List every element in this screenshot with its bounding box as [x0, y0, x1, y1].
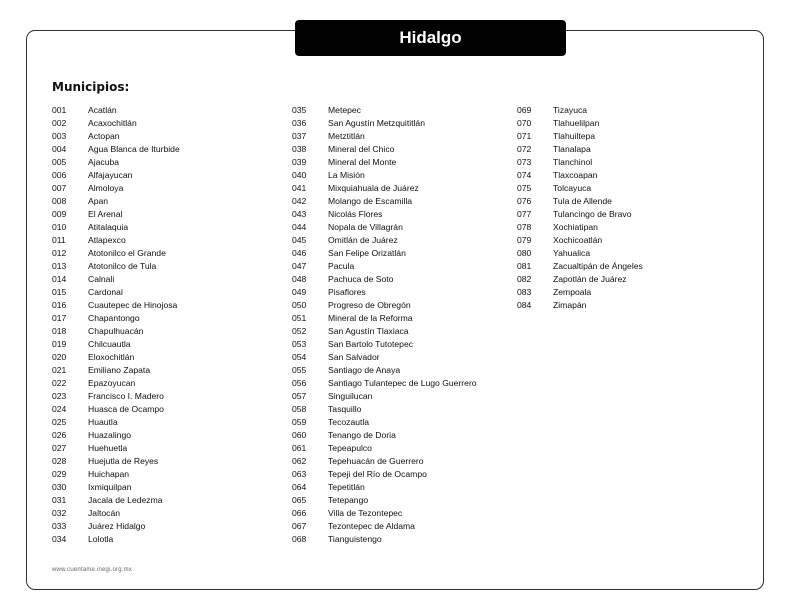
list-item — [292, 130, 477, 143]
municipio-name: Nicolás Flores — [328, 209, 383, 219]
municipio-code: 017 — [52, 313, 67, 323]
municipio-name: Tlahuiltepa — [553, 131, 596, 141]
municipio-name: Cardonal — [88, 287, 123, 297]
list-item — [52, 481, 180, 494]
municipio-name: Tasquillo — [328, 404, 362, 414]
municipio-code: 081 — [517, 261, 532, 271]
municipio-name: Alfajayucan — [88, 170, 133, 180]
municipio-name: Atotonilco de Tula — [88, 261, 157, 271]
list-item — [292, 182, 477, 195]
municipio-code: 078 — [517, 222, 532, 232]
municipio-name: Emiliano Zapata — [88, 365, 151, 375]
list-item — [292, 507, 477, 520]
municipio-name: Atitalaquia — [88, 222, 129, 232]
municipio-name: Huazalingo — [88, 430, 131, 440]
municipio-name: Zacualtipán de Ángeles — [553, 261, 643, 271]
list-item — [292, 364, 477, 377]
list-item — [292, 221, 477, 234]
municipio-column-1 — [52, 104, 180, 546]
list-item — [292, 481, 477, 494]
list-item — [52, 286, 180, 299]
municipio-code: 004 — [52, 144, 67, 154]
municipio-code: 080 — [517, 248, 532, 258]
list-item — [292, 494, 477, 507]
list-item — [52, 117, 180, 130]
municipio-code: 060 — [292, 430, 307, 440]
list-item — [517, 143, 643, 156]
list-item — [52, 169, 180, 182]
municipio-name: Metepec — [328, 105, 361, 115]
municipio-name: Mixquiahuala de Juárez — [328, 183, 419, 193]
municipio-name: San Agustín Metzquititlán — [328, 118, 425, 128]
municipio-code: 047 — [292, 261, 307, 271]
footer-url: www.cuentame.inegi.org.mx — [52, 567, 133, 573]
municipio-code: 083 — [517, 287, 532, 297]
list-item — [52, 273, 180, 286]
municipio-name: Epazoyucan — [88, 378, 136, 388]
list-item — [517, 273, 643, 286]
municipio-name: Huasca de Ocampo — [88, 404, 164, 414]
list-item — [517, 247, 643, 260]
list-item — [292, 260, 477, 273]
list-item — [52, 416, 180, 429]
list-item — [52, 377, 180, 390]
list-item — [52, 247, 180, 260]
municipio-name: Juárez Hidalgo — [88, 521, 146, 531]
list-item — [292, 455, 477, 468]
municipio-code: 016 — [52, 300, 67, 310]
list-item — [52, 104, 180, 117]
municipio-name: Tlahuelilpan — [553, 118, 600, 128]
list-item — [292, 390, 477, 403]
list-item — [292, 104, 477, 117]
municipio-name: Ixmiquilpan — [88, 482, 132, 492]
municipio-code: 014 — [52, 274, 67, 284]
list-item — [517, 260, 643, 273]
municipio-name: Eloxochitlán — [88, 352, 135, 362]
list-item — [52, 325, 180, 338]
municipio-name: Mineral del Chico — [328, 144, 395, 154]
section-label: Municipios: — [52, 80, 130, 94]
municipio-code: 029 — [52, 469, 67, 479]
municipio-code: 064 — [292, 482, 307, 492]
list-item — [52, 494, 180, 507]
municipio-code: 037 — [292, 131, 307, 141]
municipio-code: 051 — [292, 313, 307, 323]
municipio-name: Zempoala — [553, 287, 592, 297]
municipio-name: Progreso de Obregón — [328, 300, 411, 310]
municipio-name: Tlanalapa — [553, 144, 591, 154]
municipio-name: Agua Blanca de Iturbide — [88, 144, 180, 154]
municipio-code: 050 — [292, 300, 307, 310]
municipio-name: Actopan — [88, 131, 120, 141]
municipio-code: 076 — [517, 196, 532, 206]
municipio-code: 071 — [517, 131, 532, 141]
municipio-code: 002 — [52, 118, 67, 128]
list-item — [292, 520, 477, 533]
municipio-name: Tetepango — [328, 495, 369, 505]
list-item — [52, 351, 180, 364]
municipio-code: 043 — [292, 209, 307, 219]
municipio-code: 084 — [517, 300, 532, 310]
municipio-name: Jacala de Ledezma — [88, 495, 163, 505]
municipio-code: 040 — [292, 170, 307, 180]
municipio-code: 023 — [52, 391, 67, 401]
list-item — [52, 338, 180, 351]
list-item — [517, 234, 643, 247]
list-item — [292, 143, 477, 156]
municipio-name: Tizayuca — [553, 105, 588, 115]
municipio-code: 022 — [52, 378, 67, 388]
list-item — [292, 247, 477, 260]
list-item — [52, 195, 180, 208]
municipio-code: 009 — [52, 209, 67, 219]
list-item — [292, 533, 477, 546]
municipio-code: 062 — [292, 456, 307, 466]
municipio-code: 005 — [52, 157, 67, 167]
list-item — [52, 429, 180, 442]
list-item — [52, 143, 180, 156]
municipio-name: Nopala de Villagrán — [328, 222, 403, 232]
municipio-name: Pachuca de Soto — [328, 274, 394, 284]
municipio-name: Lolotla — [88, 534, 114, 544]
municipio-code: 018 — [52, 326, 67, 336]
municipio-code: 038 — [292, 144, 307, 154]
municipio-code: 048 — [292, 274, 307, 284]
municipio-name: Tezontepec de Aldama — [328, 521, 415, 531]
municipio-name: Atotonilco el Grande — [88, 248, 166, 258]
municipio-code: 077 — [517, 209, 532, 219]
municipio-code: 003 — [52, 131, 67, 141]
list-item — [517, 208, 643, 221]
municipio-name: Chapantongo — [88, 313, 140, 323]
list-item — [52, 182, 180, 195]
municipio-code: 068 — [292, 534, 307, 544]
municipio-name: Mineral de la Reforma — [328, 313, 413, 323]
municipio-column-2 — [292, 104, 477, 546]
municipio-name: Jaltocán — [88, 508, 121, 518]
list-item — [517, 286, 643, 299]
list-item — [52, 442, 180, 455]
municipio-code: 041 — [292, 183, 307, 193]
list-item — [292, 117, 477, 130]
municipio-name: Francisco I. Madero — [88, 391, 164, 401]
municipio-name: San Felipe Orizatlán — [328, 248, 406, 258]
list-item — [517, 117, 643, 130]
municipio-code: 057 — [292, 391, 307, 401]
municipio-code: 036 — [292, 118, 307, 128]
list-item — [517, 104, 643, 117]
list-item — [52, 468, 180, 481]
municipio-code: 072 — [517, 144, 532, 154]
list-item — [517, 195, 643, 208]
municipio-name: Zapotlán de Juárez — [553, 274, 627, 284]
municipio-name: Xochiatipan — [553, 222, 598, 232]
municipio-code: 025 — [52, 417, 67, 427]
municipio-name: Huehuetla — [88, 443, 128, 453]
municipio-code: 010 — [52, 222, 67, 232]
municipio-code: 079 — [517, 235, 532, 245]
list-item — [292, 338, 477, 351]
municipio-name: Tepetitlán — [328, 482, 365, 492]
list-item — [292, 169, 477, 182]
municipio-code: 082 — [517, 274, 532, 284]
municipio-name: Tolcayuca — [553, 183, 592, 193]
municipio-code: 063 — [292, 469, 307, 479]
municipio-code: 039 — [292, 157, 307, 167]
municipio-code: 042 — [292, 196, 307, 206]
municipio-code: 030 — [52, 482, 67, 492]
municipio-name: Acatlán — [88, 105, 117, 115]
municipio-column-3 — [517, 104, 643, 312]
municipio-code: 024 — [52, 404, 67, 414]
list-item — [52, 312, 180, 325]
municipio-name: Tepehuacán de Guerrero — [328, 456, 424, 466]
municipio-name: Tianguistengo — [328, 534, 382, 544]
list-item — [52, 130, 180, 143]
municipio-name: Apan — [88, 196, 109, 206]
municipio-name: Xochicoatlán — [553, 235, 603, 245]
municipio-name: Zimapán — [553, 300, 587, 310]
list-item — [292, 325, 477, 338]
list-item — [517, 182, 643, 195]
municipio-code: 059 — [292, 417, 307, 427]
list-item — [292, 299, 477, 312]
list-item — [292, 403, 477, 416]
municipio-name: Tenango de Doria — [328, 430, 396, 440]
list-item — [292, 468, 477, 481]
municipio-code: 019 — [52, 339, 67, 349]
list-item — [517, 130, 643, 143]
municipio-name: Huautla — [88, 417, 118, 427]
list-item — [517, 221, 643, 234]
municipio-name: Santiago de Anaya — [328, 365, 401, 375]
municipio-name: Tula de Allende — [553, 196, 612, 206]
list-item — [52, 260, 180, 273]
list-item — [292, 273, 477, 286]
municipio-code: 049 — [292, 287, 307, 297]
municipio-code: 058 — [292, 404, 307, 414]
title-tab — [295, 20, 566, 56]
municipio-name: Tulancingo de Bravo — [553, 209, 632, 219]
municipio-name: Cuautepec de Hinojosa — [88, 300, 178, 310]
municipio-code: 069 — [517, 105, 532, 115]
list-item — [52, 156, 180, 169]
municipio-code: 044 — [292, 222, 307, 232]
municipio-code: 033 — [52, 521, 67, 531]
list-item — [292, 312, 477, 325]
municipio-name: Tlanchinol — [553, 157, 593, 167]
municipio-code: 027 — [52, 443, 67, 453]
municipio-code: 035 — [292, 105, 307, 115]
municipio-name: San Agustín Tlaxiaca — [328, 326, 409, 336]
municipio-code: 020 — [52, 352, 67, 362]
municipio-code: 052 — [292, 326, 307, 336]
list-item — [52, 221, 180, 234]
municipio-code: 054 — [292, 352, 307, 362]
list-item — [292, 377, 477, 390]
list-item — [517, 169, 643, 182]
municipio-name: Atlapexco — [88, 235, 126, 245]
municipio-code: 065 — [292, 495, 307, 505]
list-item — [52, 507, 180, 520]
municipio-code: 056 — [292, 378, 307, 388]
municipio-name: Omitlán de Juárez — [328, 235, 398, 245]
list-item — [52, 390, 180, 403]
list-item — [292, 286, 477, 299]
municipio-code: 073 — [517, 157, 532, 167]
municipio-name: Molango de Escamilla — [328, 196, 413, 206]
municipio-code: 053 — [292, 339, 307, 349]
municipio-name: Mineral del Monte — [328, 157, 397, 167]
list-item — [292, 208, 477, 221]
municipio-code: 026 — [52, 430, 67, 440]
municipio-name: El Arenal — [88, 209, 123, 219]
municipio-code: 008 — [52, 196, 67, 206]
list-item — [52, 299, 180, 312]
municipio-name: Huejutla de Reyes — [88, 456, 159, 466]
municipio-name: Yahualica — [553, 248, 591, 258]
municipio-code: 075 — [517, 183, 532, 193]
municipio-name: La Misión — [328, 170, 365, 180]
municipio-name: Almoloya — [88, 183, 124, 193]
list-item — [292, 234, 477, 247]
municipio-code: 007 — [52, 183, 67, 193]
municipio-code: 045 — [292, 235, 307, 245]
municipio-name: Chilcuautla — [88, 339, 131, 349]
municipio-name: San Salvador — [328, 352, 380, 362]
list-item — [52, 455, 180, 468]
municipio-code: 011 — [52, 235, 66, 245]
municipio-name: Tecozautla — [328, 417, 370, 427]
list-item — [52, 364, 180, 377]
municipio-code: 066 — [292, 508, 307, 518]
municipio-code: 032 — [52, 508, 67, 518]
municipio-name: Pisaflores — [328, 287, 366, 297]
list-item — [52, 234, 180, 247]
municipio-code: 074 — [517, 170, 532, 180]
municipio-code: 055 — [292, 365, 307, 375]
municipio-name: Acaxochitlán — [88, 118, 137, 128]
list-item — [517, 299, 643, 312]
list-item — [292, 351, 477, 364]
municipio-name: Singuilucan — [328, 391, 373, 401]
list-item — [517, 156, 643, 169]
municipio-name: Tlaxcoapan — [553, 170, 598, 180]
municipio-name: Pacula — [328, 261, 355, 271]
municipio-code: 046 — [292, 248, 307, 258]
list-item — [292, 442, 477, 455]
list-item — [52, 208, 180, 221]
municipio-code: 067 — [292, 521, 307, 531]
list-item — [292, 429, 477, 442]
page-title: Hidalgo — [399, 28, 462, 47]
municipio-code: 061 — [292, 443, 307, 453]
list-item — [292, 416, 477, 429]
municipio-name: Villa de Tezontepec — [328, 508, 403, 518]
municipio-name: Chapulhuacán — [88, 326, 144, 336]
municipio-code: 021 — [52, 365, 67, 375]
municipio-code: 006 — [52, 170, 67, 180]
list-item — [52, 520, 180, 533]
municipio-name: Huichapan — [88, 469, 130, 479]
municipio-name: Santiago Tulantepec de Lugo Guerrero — [328, 378, 477, 388]
municipio-code: 070 — [517, 118, 532, 128]
municipio-code: 012 — [52, 248, 67, 258]
municipio-code: 031 — [52, 495, 67, 505]
municipio-name: Metztitlán — [328, 131, 365, 141]
list-item — [292, 156, 477, 169]
municipio-code: 013 — [52, 261, 67, 271]
municipio-code: 015 — [52, 287, 67, 297]
municipio-name: Ajacuba — [88, 157, 120, 167]
municipio-code: 028 — [52, 456, 67, 466]
municipio-code: 001 — [52, 105, 67, 115]
municipio-name: Calnali — [88, 274, 115, 284]
municipio-name: San Bartolo Tutotepec — [328, 339, 414, 349]
municipio-code: 034 — [52, 534, 67, 544]
list-item — [52, 403, 180, 416]
list-item — [52, 533, 180, 546]
municipio-name: Tepeji del Río de Ocampo — [328, 469, 427, 479]
municipio-name: Tepeapulco — [328, 443, 372, 453]
list-item — [292, 195, 477, 208]
